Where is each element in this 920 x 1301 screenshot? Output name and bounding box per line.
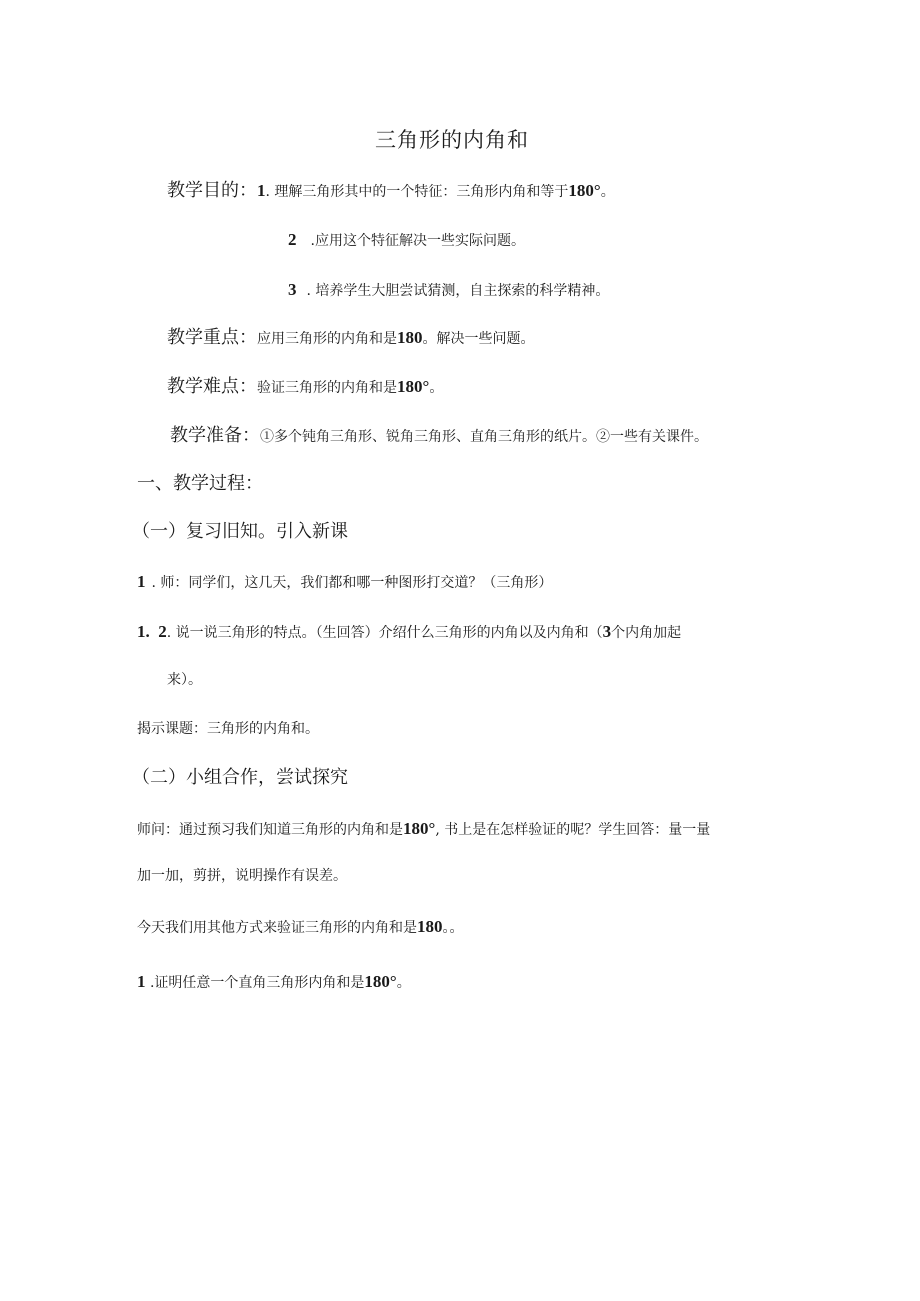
- key-points-text: 应用三角形的内角和是: [257, 331, 397, 347]
- key-points-value: 180: [397, 328, 423, 347]
- teacher-question-text: 师问：通过预习我们知道三角形的内角和是: [137, 822, 403, 838]
- page-title: 三角形的内角和: [375, 128, 529, 152]
- section-1-line-2-value: 3: [602, 622, 612, 641]
- difficulties-text: 验证三角形的内角和是: [257, 380, 397, 396]
- proof-end: 。: [396, 975, 411, 991]
- key-points-label: 教学重点：: [167, 327, 257, 348]
- preparation-line: [170, 427, 708, 445]
- key-points-line: [167, 329, 535, 347]
- objective-1-text: . 理解三角形其中的一个特征：三角形内角和等于: [265, 184, 569, 200]
- process-heading: 一、教学过程：: [137, 473, 263, 494]
- objectives-label: 教学目的：: [167, 180, 257, 201]
- today-value: 180: [417, 917, 443, 936]
- objective-3-number: 3: [288, 280, 297, 299]
- section-1-line-1-number: 1: [137, 572, 146, 591]
- proof-value: 180°: [364, 972, 397, 991]
- difficulties-value: 180°: [397, 377, 430, 396]
- today-line: [137, 918, 464, 935]
- teacher-question-end: , 书上是在怎样验证的呢？学生回答：量一量: [435, 822, 711, 838]
- section-1-line-1-text: . 师：同学们，这几天，我们都和哪一种图形打交道？（三角形）: [151, 575, 553, 591]
- teacher-question-continued: 加一加，剪拼，说明操作有误差。: [137, 868, 347, 884]
- key-points-end: 。解决一些问题。: [422, 331, 535, 347]
- difficulties-end: 。: [429, 380, 444, 396]
- section-1-line-2-number: 1. 2: [137, 622, 167, 641]
- section-1-heading: （一）复习旧知。引入新课: [132, 521, 348, 542]
- section-1-line-1: [137, 573, 552, 590]
- reveal-topic-line: 揭示课题：三角形的内角和。: [137, 721, 319, 737]
- objectives-line-1: [167, 182, 615, 200]
- section-1-line-2-continued: 来）。: [167, 672, 202, 688]
- preparation-text: ①多个钝角三角形、锐角三角形、直角三角形的纸片。②一些有关课件。: [260, 429, 708, 445]
- objectives-line-3: [288, 281, 609, 298]
- section-1-line-2-end: 个内角加起: [611, 625, 682, 641]
- teacher-question-value: 180°: [403, 819, 436, 838]
- proof-line: [137, 973, 411, 990]
- today-end: 。。: [442, 920, 464, 936]
- teacher-question-line: [137, 820, 710, 837]
- section-1-line-2-text: . 说一说三角形的特点。（生回答）介绍什么三角形的内角以及内角和（: [166, 625, 603, 641]
- objectives-line-2: [288, 231, 525, 248]
- proof-number: 1: [137, 972, 146, 991]
- objective-3-text: . 培养学生大胆尝试猜测，自主探索的科学精神。: [306, 283, 610, 299]
- proof-text: .证明任意一个直角三角形内角和是: [145, 975, 365, 991]
- difficulties-label: 教学难点：: [167, 376, 257, 397]
- section-2-heading: （二）小组合作，尝试探究: [132, 767, 348, 788]
- objective-2-number: 2: [288, 230, 297, 249]
- preparation-label: 教学准备：: [170, 425, 260, 446]
- objective-2-text: .应用这个特征解决一些实际问题。: [310, 233, 525, 249]
- objective-1-end: 。: [600, 184, 615, 200]
- objective-1-number: 1: [257, 181, 266, 200]
- today-text: 今天我们用其他方式来验证三角形的内角和是: [137, 920, 417, 936]
- difficulties-line: [167, 378, 443, 396]
- section-1-line-2: [137, 623, 681, 640]
- objective-1-value: 180°: [568, 181, 601, 200]
